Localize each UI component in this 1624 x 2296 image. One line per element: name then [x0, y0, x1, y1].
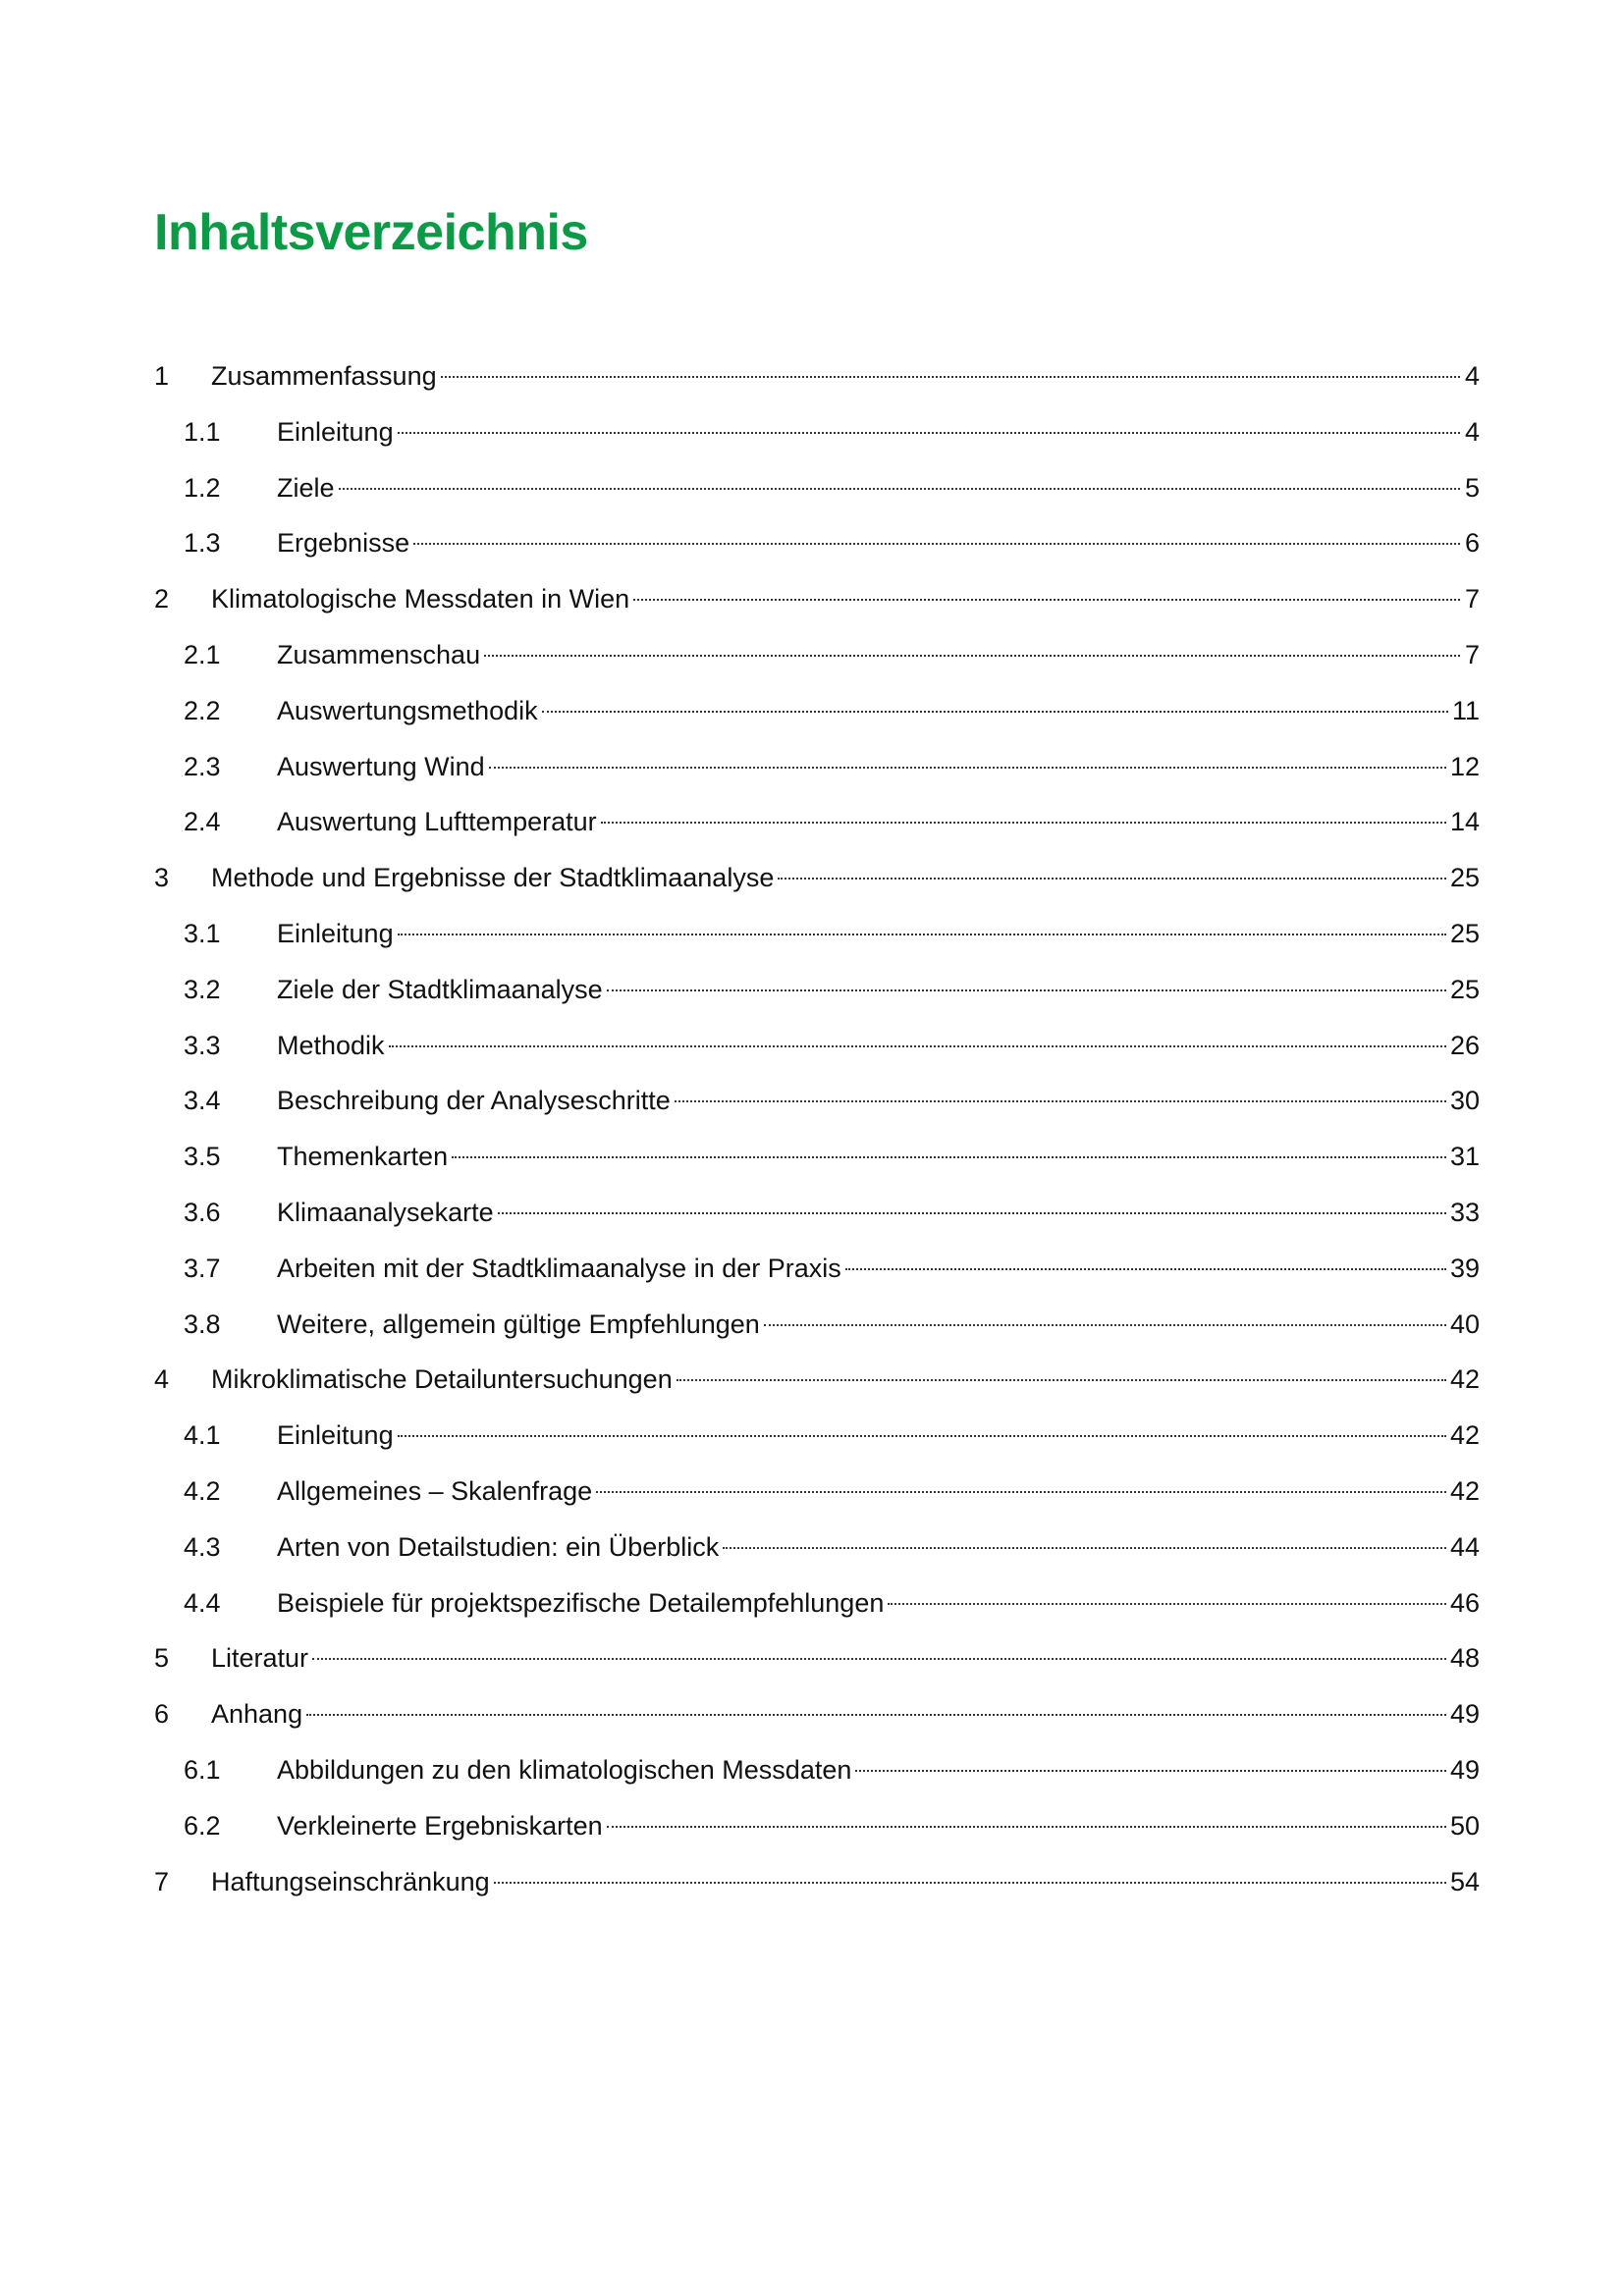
toc-entry[interactable]	[154, 460, 1480, 516]
dot-leader	[675, 1100, 1446, 1102]
toc-entry[interactable]	[154, 962, 1480, 1018]
toc-entry-number: 5	[154, 1643, 170, 1674]
toc-entry[interactable]	[154, 348, 1480, 404]
toc-entry-page-number: 25	[1449, 863, 1480, 893]
toc-entry-number: 2.3	[184, 751, 221, 781]
toc-entry-number: 6.1	[184, 1754, 221, 1785]
toc-entry-page-number: 33	[1449, 1197, 1480, 1227]
toc-entry-label: Auswertung Wind	[277, 751, 485, 781]
toc-entry[interactable]	[154, 739, 1480, 795]
dot-leader	[494, 1882, 1446, 1884]
toc-entry[interactable]	[154, 850, 1480, 906]
toc-entry[interactable]	[154, 1018, 1480, 1074]
toc-entry-number: 3.7	[184, 1253, 221, 1283]
dot-leader	[452, 1156, 1446, 1158]
toc-entry[interactable]	[154, 1408, 1480, 1464]
toc-entry[interactable]	[154, 683, 1480, 739]
dot-leader	[484, 655, 1460, 657]
toc-entry-page-number: 11	[1451, 695, 1480, 725]
toc-entry-label: Einleitung	[277, 1420, 394, 1451]
toc-entry-label: Arten von Detailstudien: ein Überblick	[277, 1531, 720, 1562]
toc-entry[interactable]	[154, 794, 1480, 850]
toc-entry-number: 1.1	[184, 416, 221, 447]
dot-leader	[398, 432, 1460, 434]
toc-entry-page-number: 42	[1449, 1475, 1480, 1506]
toc-entry-number: 3.3	[184, 1030, 221, 1060]
toc-entry-page-number: 14	[1449, 807, 1480, 837]
toc-entry-label: Allgemeines – Skalenfrage	[277, 1475, 593, 1506]
dot-leader	[845, 1268, 1446, 1270]
toc-entry-page-number: 50	[1449, 1810, 1480, 1841]
toc-entry[interactable]	[154, 1352, 1480, 1408]
dot-leader	[607, 1826, 1446, 1828]
toc-entry-label: Ergebnisse	[277, 528, 410, 559]
dot-leader	[306, 1714, 1446, 1716]
table-of-contents	[154, 348, 1480, 1909]
toc-entry[interactable]	[154, 906, 1480, 962]
toc-entry-label: Auswertung Lufttemperatur	[277, 807, 597, 837]
dot-leader	[312, 1658, 1446, 1660]
toc-entry[interactable]	[154, 1854, 1480, 1910]
dot-leader	[441, 376, 1460, 378]
toc-entry-label: Auswertungsmethodik	[277, 695, 538, 725]
dot-leader	[607, 989, 1446, 991]
toc-entry-number: 3.8	[184, 1308, 221, 1339]
dot-leader	[413, 543, 1460, 545]
toc-entry-label: Arbeiten mit der Stadtklimaanalyse in der Praxis	[277, 1253, 841, 1283]
dot-leader	[398, 934, 1446, 935]
toc-entry-number: 1.2	[184, 472, 221, 503]
toc-entry[interactable]	[154, 1073, 1480, 1129]
toc-entry-label: Beschreibung der Analyseschritte	[277, 1086, 671, 1116]
toc-entry-number: 7	[154, 1866, 170, 1896]
toc-entry-number: 2.2	[184, 695, 221, 725]
dot-leader	[677, 1379, 1446, 1381]
dot-leader	[723, 1547, 1446, 1549]
toc-entry-number: 4.4	[184, 1587, 221, 1618]
toc-entry-number: 1	[154, 361, 170, 391]
toc-entry-page-number: 4	[1464, 416, 1480, 447]
toc-entry-page-number: 4	[1464, 361, 1480, 391]
toc-entry-page-number: 6	[1464, 528, 1480, 559]
toc-entry[interactable]	[154, 1464, 1480, 1520]
toc-entry-page-number: 7	[1464, 584, 1480, 614]
toc-entry-number: 4	[154, 1364, 170, 1395]
toc-entry-page-number: 26	[1449, 1030, 1480, 1060]
toc-entry-page-number: 31	[1449, 1142, 1480, 1172]
toc-entry-label: Beispiele für projektspezifische Detailempfehlungen	[277, 1587, 885, 1618]
toc-entry-number: 4.2	[184, 1475, 221, 1506]
toc-entry-page-number: 44	[1449, 1531, 1480, 1562]
toc-entry-page-number: 25	[1449, 918, 1480, 948]
toc-entry-label: Zusammenfassung	[211, 361, 437, 391]
toc-entry-page-number: 40	[1449, 1308, 1480, 1339]
dot-leader	[633, 599, 1460, 601]
toc-entry[interactable]	[154, 1798, 1480, 1854]
dot-leader	[888, 1603, 1446, 1605]
toc-entry-number: 4.1	[184, 1420, 221, 1451]
toc-entry-page-number: 54	[1449, 1866, 1480, 1896]
dot-leader	[596, 1491, 1446, 1493]
toc-entry-page-number: 49	[1449, 1754, 1480, 1785]
toc-entry-page-number: 25	[1449, 974, 1480, 1004]
toc-entry-number: 2.4	[184, 807, 221, 837]
toc-entry-number: 2.1	[184, 639, 221, 669]
toc-entry-label: Verkleinerte Ergebniskarten	[277, 1810, 603, 1841]
dot-leader	[398, 1435, 1446, 1437]
toc-entry-page-number: 42	[1449, 1364, 1480, 1395]
toc-entry-label: Mikroklimatische Detailuntersuchungen	[211, 1364, 673, 1395]
toc-entry[interactable]	[154, 571, 1480, 627]
toc-entry-label: Zusammenschau	[277, 639, 481, 669]
toc-entry-label: Methode und Ergebnisse der Stadtklimaanalyse	[211, 863, 775, 893]
dot-leader	[601, 822, 1446, 824]
page-title: Inhaltsverzeichnis	[154, 204, 588, 261]
toc-entry-number: 3.2	[184, 974, 221, 1004]
toc-entry-label: Ziele	[277, 472, 335, 503]
toc-entry[interactable]	[154, 1241, 1480, 1297]
toc-entry-page-number: 46	[1449, 1587, 1480, 1618]
toc-entry-number: 6.2	[184, 1810, 221, 1841]
toc-entry-label: Einleitung	[277, 416, 394, 447]
toc-entry-number: 6	[154, 1699, 170, 1730]
toc-entry[interactable]	[154, 1630, 1480, 1686]
toc-entry-label: Ziele der Stadtklimaanalyse	[277, 974, 603, 1004]
dot-leader	[498, 1212, 1446, 1214]
toc-entry-label: Weitere, allgemein gültige Empfehlungen	[277, 1308, 760, 1339]
toc-entry-page-number: 42	[1449, 1420, 1480, 1451]
toc-entry[interactable]	[154, 1575, 1480, 1631]
toc-entry[interactable]	[154, 404, 1480, 460]
toc-entry-number: 4.3	[184, 1531, 221, 1562]
toc-entry-number: 3	[154, 863, 170, 893]
toc-entry-label: Haftungseinschränkung	[211, 1866, 490, 1896]
dot-leader	[542, 711, 1448, 713]
toc-entry[interactable]	[154, 1297, 1480, 1353]
toc-entry-number: 1.3	[184, 528, 221, 559]
toc-entry-page-number: 12	[1449, 751, 1480, 781]
toc-entry-label: Methodik	[277, 1030, 385, 1060]
toc-entry-number: 3.4	[184, 1086, 221, 1116]
toc-entry-number: 3.5	[184, 1142, 221, 1172]
toc-entry-page-number: 49	[1449, 1699, 1480, 1730]
toc-entry-label: Anhang	[211, 1699, 303, 1730]
toc-entry-number: 3.6	[184, 1197, 221, 1227]
toc-entry-page-number: 48	[1449, 1643, 1480, 1674]
toc-entry[interactable]	[154, 515, 1480, 571]
toc-entry-label: Klimatologische Messdaten in Wien	[211, 584, 630, 614]
dot-leader	[389, 1045, 1446, 1047]
toc-entry-label: Abbildungen zu den klimatologischen Messdaten	[277, 1754, 852, 1785]
toc-entry[interactable]	[154, 1185, 1480, 1241]
dot-leader	[855, 1770, 1446, 1772]
toc-entry[interactable]	[154, 1742, 1480, 1798]
toc-entry-label: Einleitung	[277, 918, 394, 948]
toc-entry[interactable]	[154, 1129, 1480, 1185]
toc-entry[interactable]	[154, 1686, 1480, 1742]
toc-entry-page-number: 30	[1449, 1086, 1480, 1116]
dot-leader	[778, 878, 1446, 880]
toc-entry-label: Klimaanalysekarte	[277, 1197, 494, 1227]
dot-leader	[489, 767, 1446, 769]
toc-entry-number: 3.1	[184, 918, 221, 948]
toc-entry-page-number: 5	[1464, 472, 1480, 503]
toc-entry-label: Themenkarten	[277, 1142, 449, 1172]
toc-entry[interactable]	[154, 1520, 1480, 1575]
dot-leader	[764, 1324, 1446, 1326]
toc-entry-page-number: 39	[1449, 1253, 1480, 1283]
toc-entry-page-number: 7	[1464, 639, 1480, 669]
toc-entry[interactable]	[154, 627, 1480, 683]
toc-entry-label: Literatur	[211, 1643, 309, 1674]
toc-entry-number: 2	[154, 584, 170, 614]
dot-leader	[339, 488, 1460, 490]
